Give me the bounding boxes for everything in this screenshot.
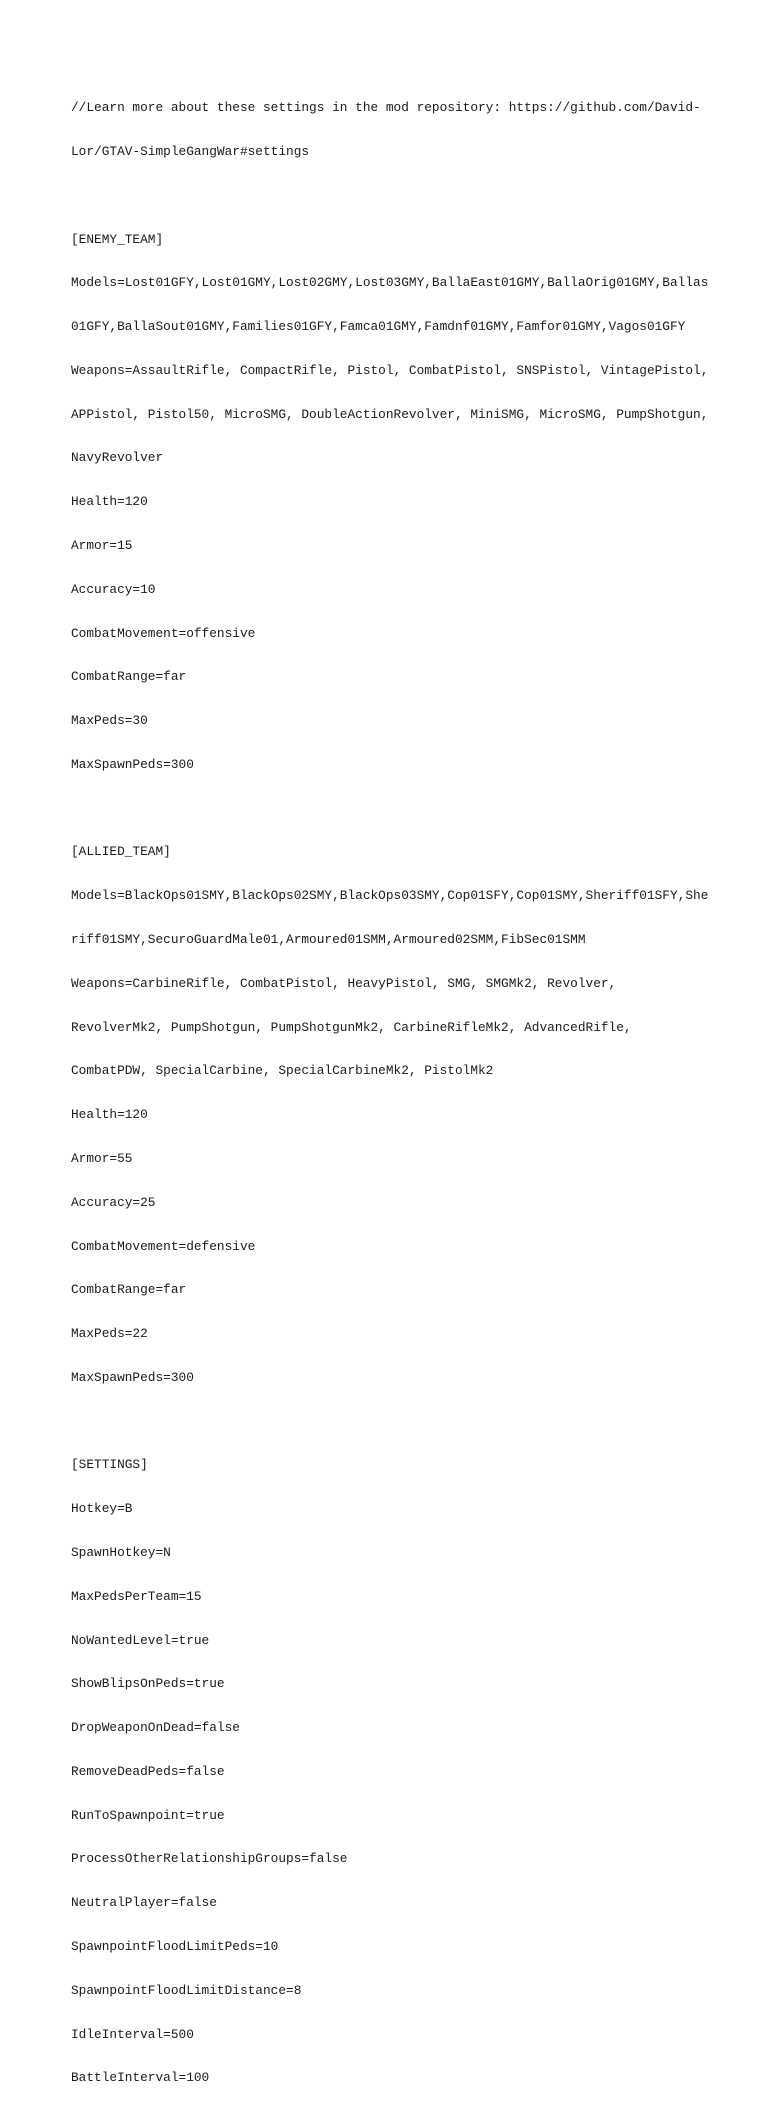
setting-line: CombatMovement=offensive <box>71 625 256 641</box>
setting-line: NeutralPlayer=false <box>71 1895 217 1911</box>
setting-line: ShowBlipsOnPeds=true <box>71 1676 225 1692</box>
setting-line: ProcessOtherRelationshipGroups=false <box>71 1851 348 1867</box>
comment-line: Lor/GTAV-SimpleGangWar#settings <box>71 143 310 159</box>
section-header-settings: [SETTINGS] <box>71 1457 148 1473</box>
setting-line: CombatRange=far <box>71 1282 187 1298</box>
setting-line: 01GFY,BallaSout01GMY,Families01GFY,Famca01GMY,Famdnf01GMY,Famfor01GMY,Vagos01GFY <box>71 319 686 335</box>
setting-line: RunToSpawnpoint=true <box>71 1807 225 1823</box>
setting-line: Models=Lost01GFY,Lost01GMY,Lost02GMY,Lost03GMY,BallaEast01GMY,BallaOrig01GMY,Ballas <box>71 275 709 291</box>
setting-line: APPistol, Pistol50, MicroSMG, DoubleActionRevolver, MiniSMG, MicroSMG, PumpShotgun, <box>71 406 709 422</box>
setting-line: MaxSpawnPeds=300 <box>71 1369 194 1385</box>
setting-line: MaxPeds=30 <box>71 713 148 729</box>
setting-line: MaxPedsPerTeam=15 <box>71 1588 202 1604</box>
setting-line: SpawnHotkey=N <box>71 1544 171 1560</box>
setting-line: Weapons=AssaultRifle, CompactRifle, Pistol, CombatPistol, SNSPistol, VintagePistol, <box>71 362 709 378</box>
setting-line: DropWeaponOnDead=false <box>71 1720 240 1736</box>
section-header-enemy-team: [ENEMY_TEAM] <box>71 231 164 247</box>
setting-line: SpawnpointFloodLimitDistance=8 <box>71 1982 302 1998</box>
setting-line: Armor=15 <box>71 538 133 553</box>
comment-line: //Learn more about these settings in the mod repository: https://github.com/David- <box>71 100 701 116</box>
setting-line: Hotkey=B <box>71 1501 133 1517</box>
blank-line <box>71 802 711 817</box>
setting-line: Accuracy=10 <box>71 581 156 597</box>
setting-line: riff01SMY,SecuroGuardMale01,Armoured01SMM,Armoured02SMM,FibSec01SMM <box>71 932 586 948</box>
setting-line: SpawnpointFloodLimitPeds=10 <box>71 1939 279 1954</box>
setting-line: NoWantedLevel=true <box>71 1632 210 1648</box>
setting-line: RevolverMk2, PumpShotgun, PumpShotgunMk2, CarbineRifleMk2, AdvancedRifle, <box>71 1019 632 1035</box>
setting-line: IdleInterval=500 <box>71 2026 194 2042</box>
setting-line: MaxSpawnPeds=300 <box>71 756 194 772</box>
setting-line: Armor=55 <box>71 1150 133 1166</box>
setting-line: Health=120 <box>71 1107 148 1123</box>
setting-line: Models=BlackOps01SMY,BlackOps02SMY,BlackOps03SMY,Cop01SFY,Cop01SMY,Sheriff01SFY,She <box>71 888 709 904</box>
setting-line: CombatRange=far <box>71 669 187 685</box>
section-header-allied-team: [ALLIED_TEAM] <box>71 844 171 860</box>
setting-line: NavyRevolver <box>71 450 164 466</box>
setting-line: CombatPDW, SpecialCarbine, SpecialCarbineMk2, PistolMk2 <box>71 1063 494 1079</box>
setting-line: RemoveDeadPeds=false <box>71 1763 225 1779</box>
blank-line <box>71 1415 711 1430</box>
settings-text <box>71 72 711 2115</box>
setting-line: Weapons=CarbineRifle, CombatPistol, HeavyPistol, SMG, SMGMk2, Revolver, <box>71 975 617 991</box>
setting-line: Accuracy=25 <box>71 1194 156 1210</box>
blank-line <box>71 189 711 204</box>
setting-line: MaxPeds=22 <box>71 1326 148 1342</box>
setting-line: Health=120 <box>71 494 148 510</box>
setting-line: CombatMovement=defensive <box>71 1238 256 1254</box>
setting-line: BattleInterval=100 <box>71 2070 210 2086</box>
